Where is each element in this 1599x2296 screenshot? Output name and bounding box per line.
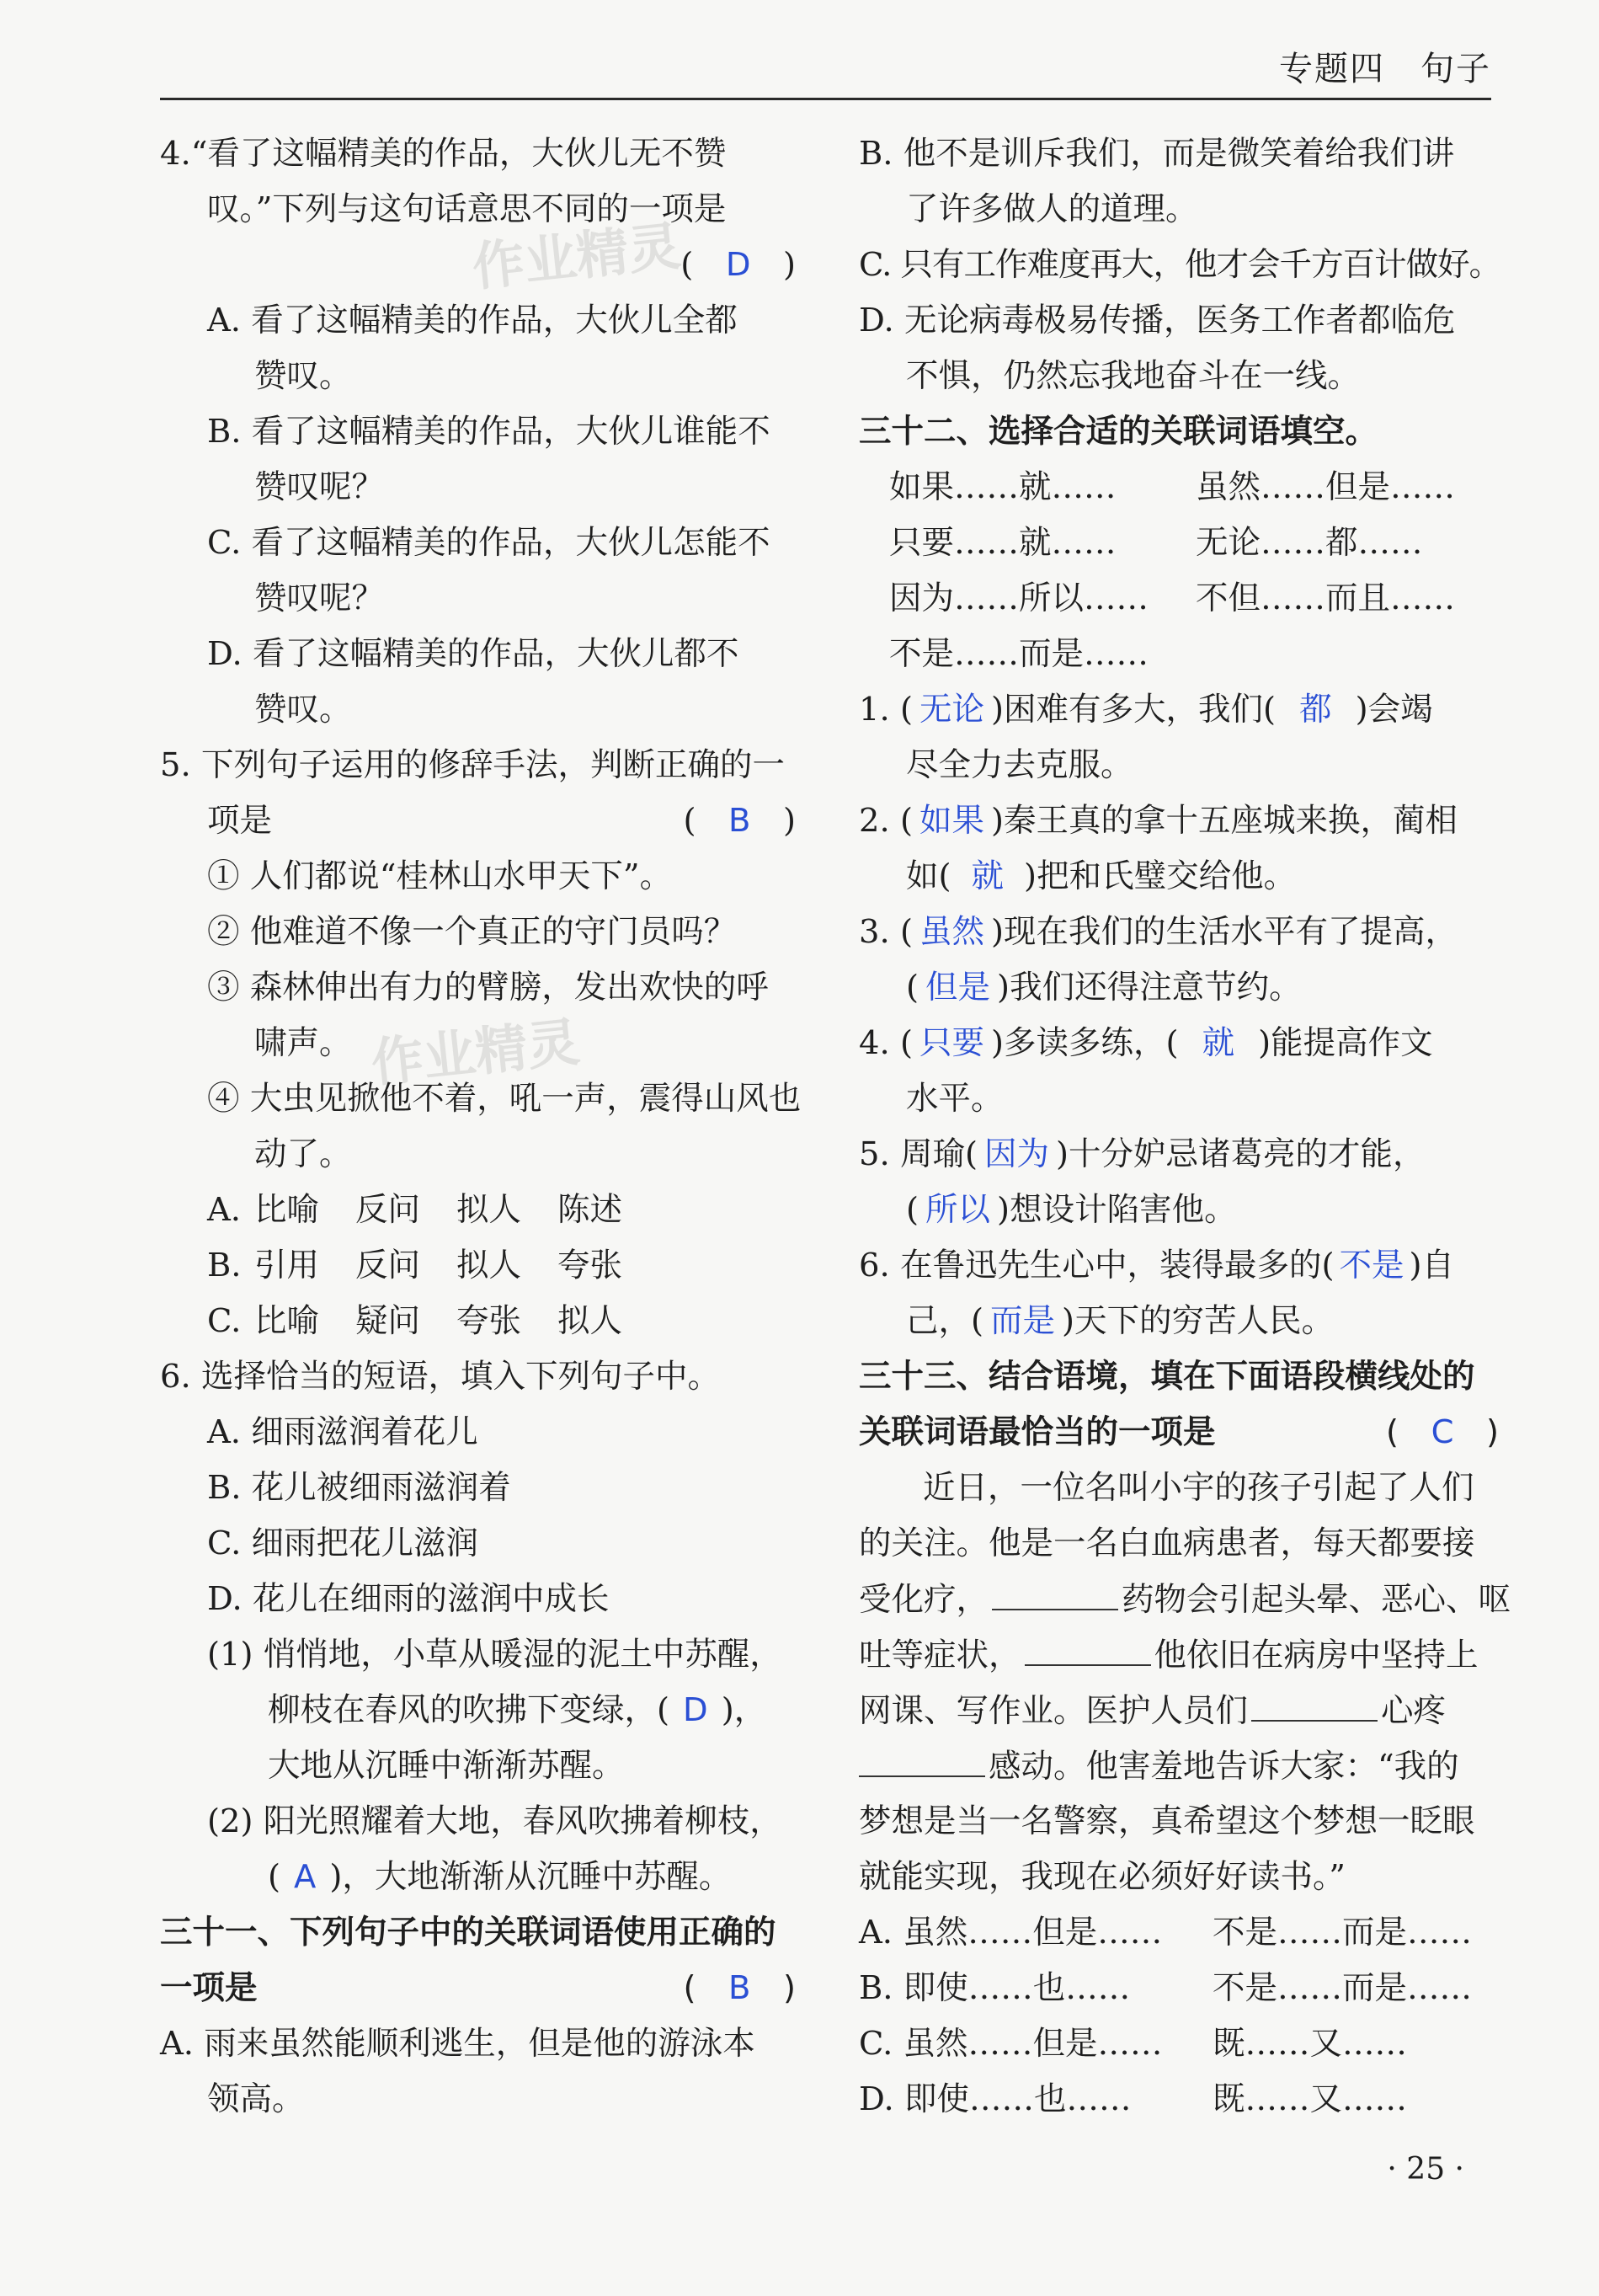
fill-blank <box>859 1738 985 1777</box>
page-header <box>160 25 1491 100</box>
option-a: 领高。 <box>207 2080 305 2118</box>
answer-mark: D <box>725 246 751 284</box>
option-c: C. 看了这幅精美的作品，大伙儿怎能不 <box>207 524 770 562</box>
option-c: C. 细雨把花儿滋润 <box>207 1524 479 1562</box>
fill-item-5: 5. 周瑜( 因为 )十分妒忌诸葛亮的才能， <box>859 1135 1426 1173</box>
fill-item-1: 尽全力去克服。 <box>906 746 1133 784</box>
question-4-stem: 4.“看了这幅精美的作品，大伙儿无不赞 <box>160 135 727 173</box>
option-c: 赞叹呢？ <box>254 579 385 617</box>
answer-mark: B <box>728 1969 751 2007</box>
fill-item-1: 1. ( 无论 )困难有多大，我们( 都 )会竭 <box>859 691 1433 729</box>
passage-line: 就能实现，我现在必须好好读书。” <box>859 1858 1346 1896</box>
question-31-title: 三十一、下列句子中的关联词语使用正确的 <box>160 1914 776 1952</box>
page-number: · 25 · <box>1387 2152 1464 2187</box>
answer-mark: A <box>294 1858 317 1896</box>
passage-line: 梦想是当一名警察，真希望这个梦想一眨眼 <box>859 1802 1475 1840</box>
question-6-stem: 6. 选择恰当的短语，填入下列句子中。 <box>160 1358 720 1396</box>
option-c: C. 虽然……但是…… 既……又…… <box>859 2025 1408 2063</box>
subquestion-1: 大地从沉睡中渐渐苏醒。 <box>268 1747 625 1785</box>
sentence-4: ④ 大虫见掀他不着，吼一声，震得山风也 <box>207 1080 802 1118</box>
question-4-answer: ( D ) <box>680 246 796 284</box>
watermark: 作业精灵 <box>368 1011 583 1094</box>
option-d: D. 即使……也…… 既……又…… <box>859 2080 1408 2118</box>
option-b: 赞叹呢？ <box>254 468 385 506</box>
option-c: C. 只有工作难度再大，他才会千方百计做好。 <box>859 246 1501 284</box>
option-a: A. 虽然……但是…… 不是……而是…… <box>859 1914 1473 1952</box>
subquestion-2: ( A )，大地渐渐从沉睡中苏醒。 <box>268 1858 732 1896</box>
question-31-title: 一项是 ( B ) <box>160 1969 796 2007</box>
option-b: B. 引用 反问 拟人 夸张 <box>207 1247 623 1284</box>
option-b: B. 看了这幅精美的作品，大伙儿谁能不 <box>207 413 770 451</box>
fill-item-5: ( 所以 )想设计陷害他。 <box>906 1191 1237 1229</box>
sentence-2: ② 他难道不像一个真正的守门员吗？ <box>207 913 737 951</box>
question-4-stem: 叹。”下列与这句话意思不同的一项是 <box>207 190 727 228</box>
word-bank-row: 只要……就…… 无论……都…… <box>889 524 1423 562</box>
fill-blank <box>992 1572 1118 1610</box>
passage-line: 近日，一位名叫小宇的孩子引起了人们 <box>923 1469 1474 1507</box>
option-a: A. 比喻 反问 拟人 陈述 <box>207 1191 623 1229</box>
option-b: B. 花儿被细雨滋润着 <box>207 1469 511 1507</box>
option-b: B. 他不是训斥我们，而是微笑着给我们讲 <box>859 135 1455 173</box>
fill-item-6: 6. 在鲁迅先生心中，装得最多的( 不是 )自 <box>859 1247 1455 1284</box>
question-5-stem: 5. 下列句子运用的修辞手法，判断正确的一 <box>160 746 785 784</box>
fill-item-2: 如( 就 )把和氏璧交给他。 <box>906 857 1297 895</box>
sentence-3: 啸声。 <box>254 1024 352 1062</box>
fill-blank <box>1251 1683 1378 1722</box>
option-d: 不惧，仍然忘我地奋斗在一线。 <box>906 357 1361 395</box>
option-b: 了许多做人的道理。 <box>906 190 1198 228</box>
passage-line: 受化疗， 药物会引起头晕、恶心、呕 <box>859 1572 1499 1627</box>
option-d: D. 看了这幅精美的作品，大伙儿都不 <box>207 635 739 673</box>
answer-mark: D <box>683 1691 708 1729</box>
watermark: 作业精灵 <box>469 215 684 298</box>
word-bank-row: 因为……所以…… 不但……而且…… <box>889 579 1456 617</box>
passage-line: 吐等症状， 他依旧在病房中坚持上 <box>859 1627 1499 1683</box>
subquestion-1: 柳枝在春风的吹拂下变绿，( D )， <box>268 1691 767 1729</box>
question-33-title: 关联词语最恰当的一项是 ( C ) <box>859 1413 1499 1451</box>
sentence-3: ③ 森林伸出有力的臂膀，发出欢快的呼 <box>207 969 769 1007</box>
fill-item-3: 3. ( 虽然 )现在我们的生活水平有了提高， <box>859 913 1458 951</box>
fill-item-2: 2. ( 如果 )秦王真的拿十五座城来换，蔺相 <box>859 802 1458 840</box>
fill-item-3: ( 但是 )我们还得注意节约。 <box>906 969 1302 1007</box>
option-c: C. 比喻 疑问 夸张 拟人 <box>207 1302 623 1340</box>
fill-blank <box>1025 1627 1151 1666</box>
option-a: A. 看了这幅精美的作品，大伙儿全都 <box>207 302 738 339</box>
option-b: B. 即使……也…… 不是……而是…… <box>859 1969 1473 2007</box>
question-32-title: 三十二、选择合适的关联词语填空。 <box>859 413 1378 451</box>
word-bank-row: 不是……而是…… <box>889 635 1149 673</box>
sentence-4: 动了。 <box>254 1135 352 1173</box>
question-5-stem: 项是 ( B ) <box>207 802 796 840</box>
option-d: 赞叹。 <box>254 691 352 729</box>
fill-item-4: 4. ( 只要 )多读多练，( 就 )能提高作文 <box>859 1024 1433 1062</box>
question-33-title: 三十三、结合语境，填在下面语段横线处的 <box>859 1358 1475 1396</box>
answer-mark: B <box>728 802 751 840</box>
option-a: 赞叹。 <box>254 357 352 395</box>
fill-item-4: 水平。 <box>906 1080 1004 1118</box>
option-d: D. 花儿在细雨的滋润中成长 <box>207 1580 610 1618</box>
passage-line: 的关注。他是一名白血病患者，每天都要接 <box>859 1524 1475 1562</box>
fill-item-6: 己，( 而是 )天下的穷苦人民。 <box>906 1302 1335 1340</box>
option-a: A. 雨来虽然能顺利逃生，但是他的游泳本 <box>160 2025 755 2063</box>
subquestion-2: (2) 阳光照耀着大地，春风吹拂着柳枝， <box>207 1802 782 1840</box>
subquestion-1: (1) 悄悄地，小草从暖湿的泥土中苏醒， <box>207 1636 782 1674</box>
sentence-1: ① 人们都说“桂林山水甲天下”。 <box>207 857 673 895</box>
answer-mark: C <box>1431 1413 1454 1451</box>
option-a: A. 细雨滋润着花儿 <box>207 1413 478 1451</box>
passage-line: 感动。他害羞地告诉大家：“我的 <box>859 1738 1499 1794</box>
passage-line: 网课、写作业。医护人员们 心疼 <box>859 1683 1499 1738</box>
word-bank-row: 如果……就…… 虽然……但是…… <box>889 468 1456 506</box>
option-d: D. 无论病毒极易传播，医务工作者都临危 <box>859 302 1456 339</box>
header-title: 专题四 句子 <box>1279 50 1491 88</box>
